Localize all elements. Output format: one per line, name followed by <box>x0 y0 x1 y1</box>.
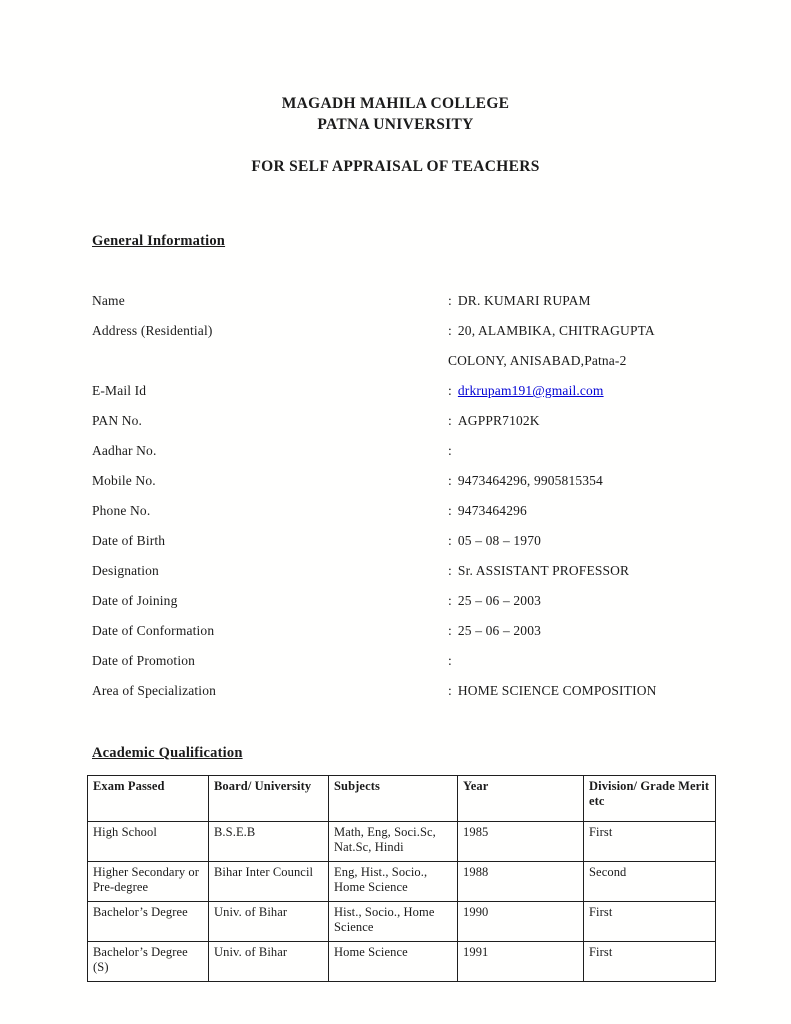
table-cell: Bachelor’s Degree <box>88 902 209 942</box>
field-value: 9473464296, 9905815354 <box>457 473 603 488</box>
field-value: COLONY, ANISABAD,Patna-2 <box>448 353 627 368</box>
field-label: Date of Joining <box>92 593 178 608</box>
field-row-date-of-conformation <box>92 622 721 652</box>
field-value: 25 – 06 – 2003 <box>457 593 542 608</box>
field-label: Mobile No. <box>92 473 156 488</box>
table-cell: Higher Secondary or Pre-degree <box>88 862 209 902</box>
table-cell: Univ. of Bihar <box>209 942 329 982</box>
field-row-specialization <box>92 682 721 712</box>
field-colon: : <box>448 413 452 428</box>
field-value: 25 – 06 – 2003 <box>457 623 542 638</box>
field-colon: : <box>448 323 452 338</box>
table-header-cell: Division/ Grade Merit etc <box>584 776 716 822</box>
table-cell: First <box>584 902 716 942</box>
field-colon: : <box>448 293 452 308</box>
field-label: Phone No. <box>92 503 151 518</box>
general-information-heading: General Information <box>92 233 226 249</box>
university-name: PATNA UNIVERSITY <box>317 116 474 133</box>
field-row-mobile <box>92 472 721 502</box>
college-name: MAGADH MAHILA COLLEGE <box>281 95 510 112</box>
field-value: DR. KUMARI RUPAM <box>457 293 591 308</box>
table-header-cell: Year <box>458 776 584 822</box>
table-row <box>88 942 716 982</box>
field-label: Area of Specialization <box>92 683 216 698</box>
table-cell: 1985 <box>458 822 584 862</box>
field-value: AGPPR7102K <box>457 413 540 428</box>
general-information-fields <box>92 292 721 712</box>
field-colon: : <box>448 653 452 668</box>
field-colon: : <box>448 473 452 488</box>
table-cell: Bachelor’s Degree (S) <box>88 942 209 982</box>
table-cell: B.S.E.B <box>209 822 329 862</box>
table-cell: Home Science <box>329 942 458 982</box>
field-row-date-of-promotion <box>92 652 721 682</box>
form-title: FOR SELF APPRAISAL OF TEACHERS <box>251 158 540 175</box>
field-label: Date of Birth <box>92 533 166 548</box>
field-colon: : <box>448 563 452 578</box>
table-row <box>88 902 716 942</box>
table-cell: High School <box>88 822 209 862</box>
field-label: Date of Promotion <box>92 653 196 668</box>
table-cell: First <box>584 822 716 862</box>
field-row-designation <box>92 562 721 592</box>
field-row-date-of-joining <box>92 592 721 622</box>
field-label: PAN No. <box>92 413 143 428</box>
table-row <box>88 822 716 862</box>
table-header-cell: Exam Passed <box>88 776 209 822</box>
field-value: 9473464296 <box>457 503 527 518</box>
field-row-phone <box>92 502 721 532</box>
table-cell: 1991 <box>458 942 584 982</box>
table-cell: First <box>584 942 716 982</box>
table-header-cell: Board/ University <box>209 776 329 822</box>
field-colon: : <box>448 593 452 608</box>
field-colon: : <box>448 623 452 638</box>
field-row-address-line2 <box>92 352 721 382</box>
field-label: Address (Residential) <box>92 323 213 338</box>
table-cell: 1988 <box>458 862 584 902</box>
field-label: Name <box>92 293 125 308</box>
qualification-table <box>87 775 716 982</box>
field-value: HOME SCIENCE COMPOSITION <box>457 683 657 698</box>
email-link[interactable]: drkrupam191@gmail.com <box>457 383 604 398</box>
field-row-address <box>92 322 721 352</box>
table-cell: Univ. of Bihar <box>209 902 329 942</box>
table-cell: Math, Eng, Soci.Sc, Nat.Sc, Hindi <box>329 822 458 862</box>
table-cell: Eng, Hist., Socio., Home Science <box>329 862 458 902</box>
table-cell: Hist., Socio., Home Science <box>329 902 458 942</box>
field-colon: : <box>448 443 452 458</box>
field-row-date-of-birth <box>92 532 721 562</box>
field-row-pan <box>92 412 721 442</box>
field-label: Aadhar No. <box>92 443 157 458</box>
table-cell: Second <box>584 862 716 902</box>
field-row-aadhar <box>92 442 721 472</box>
field-colon: : <box>448 533 452 548</box>
field-colon: : <box>448 383 452 398</box>
field-value: 05 – 08 – 1970 <box>457 533 542 548</box>
field-colon: : <box>448 503 452 518</box>
document-body <box>0 233 791 982</box>
field-label: Designation <box>92 563 159 578</box>
field-row-name <box>92 292 721 322</box>
table-header-cell: Subjects <box>329 776 458 822</box>
field-value: Sr. ASSISTANT PROFESSOR <box>457 563 630 578</box>
field-label: E-Mail Id <box>92 383 147 398</box>
field-value: 20, ALAMBIKA, CHITRAGUPTA <box>457 323 655 338</box>
table-cell: Bihar Inter Council <box>209 862 329 902</box>
table-cell: 1990 <box>458 902 584 942</box>
table-row <box>88 862 716 902</box>
academic-qualification-heading: Academic Qualification <box>92 745 243 761</box>
table-header-row <box>88 776 716 822</box>
field-colon: : <box>448 683 452 698</box>
field-row-email <box>92 382 721 412</box>
field-label: Date of Conformation <box>92 623 215 638</box>
document-header <box>0 0 791 177</box>
